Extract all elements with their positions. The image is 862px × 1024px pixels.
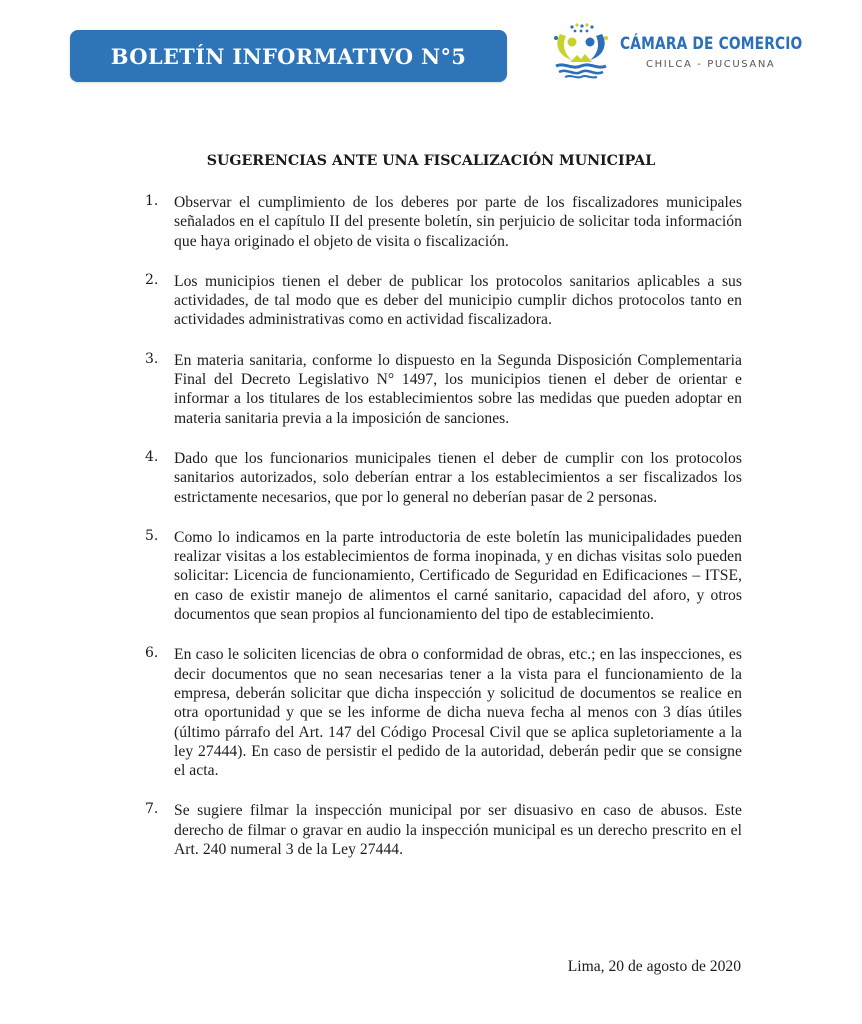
logo-emblem-icon	[550, 22, 612, 80]
list-item	[145, 351, 742, 428]
chamber-of-commerce-logo	[550, 22, 803, 82]
list-item-number: 1.	[145, 193, 159, 209]
logo-subtitle: CHILCA - PUCUSANA	[646, 59, 776, 70]
list-item	[145, 449, 742, 507]
list-item-text: Se sugiere filmar la inspección municipal por ser disuasivo en caso de abusos. Este derecho de filmar o gravar en audio la inspección municipal es un derecho prescrito en el Art. 240 numeral 3 de la Ley 27444.	[174, 802, 742, 859]
list-item-text: En materia sanitaria, conforme lo dispuesto en la Segunda Disposición Complementaria Final del Decreto Legislativo N° 1497, los municipios tienen el deber de orientar e informar a los titulares de los establecimientos sobre las medidas que pueden adoptar en materia sanitaria previa a la imposición de sanciones.	[174, 351, 742, 427]
bulletin-title-banner	[70, 30, 507, 82]
list-item	[145, 272, 742, 330]
list-item-number: 5.	[145, 527, 159, 544]
list-item	[145, 528, 742, 624]
list-item-text: Los municipios tienen el deber de publicar los protocolos sanitarios aplicables a sus actividades, de tal modo que es deber del municipio cumplir dichos protocolos tanto en actividades administrativas como en actividad fiscalizadora.	[174, 272, 742, 329]
list-item-number: 3.	[145, 350, 159, 367]
list-item-text: En caso le soliciten licencias de obra o conformidad de obras, etc.; en las inspecciones, es decir documentos que no sean necesarias tener a la vista para el funcionamiento de la empresa, deberán solicitar que dicha inspección y solicitud de documentos se realice en otra oportunidad y que se les informe de dicha nueva fecha al menos con 3 días útiles (último párrafo del Art. 147 del Código Procesal Civil que se aplica supletoriamente a la ley 27444). En caso de persistir el pedido de la autoridad, deberán pedir que se consigne el acta.	[174, 646, 742, 780]
list-item-number: 7.	[145, 801, 159, 818]
bulletin-title: BOLETÍN INFORMATIVO N°5	[110, 43, 467, 69]
list-item	[145, 193, 742, 251]
list-item-text: Dado que los funcionarios municipales tienen el deber de cumplir con los protocolos sanitarios autorizados, solo deberían entrar a los establecimientos a ser fiscalizados los estrictamente necesarios, que por lo general no deberían pasar de 2 personas.	[174, 449, 742, 506]
list-item-number: 6.	[145, 645, 159, 662]
section-heading: SUGERENCIAS ANTE UNA FISCALIZACIÓN MUNICIPAL	[206, 153, 656, 169]
list-item-number: 4.	[145, 448, 159, 465]
list-item	[145, 645, 742, 780]
list-item-text: Como lo indicamos en la parte introductoria de este boletín las municipalidades pueden realizar visitas a los establecimientos de forma inopinada, y en dichas visitas solo pueden solicitar: Licencia de funcionamiento, Certificado de Seguridad en Edificaciones – ITSE, en caso de existir manejo de alimentos el carné sanitario, capacidad del aforo, y otros documentos que sean propios al funcionamiento del tipo de establecimiento.	[174, 528, 742, 624]
suggestions-list	[145, 193, 742, 880]
list-item	[145, 801, 742, 859]
list-item-number: 2.	[145, 271, 159, 288]
logo-title: CÁMARA DE COMERCIO	[620, 34, 803, 54]
list-item-text: Observar el cumplimiento de los deberes por parte de los fiscalizadores municipales señalados en el capítulo II del presente boletín, sin perjuicio de solicitar toda información que haya originado el objeto de visita o fiscalización.	[174, 194, 742, 250]
date-line: Lima, 20 de agosto de 2020	[567, 958, 741, 975]
